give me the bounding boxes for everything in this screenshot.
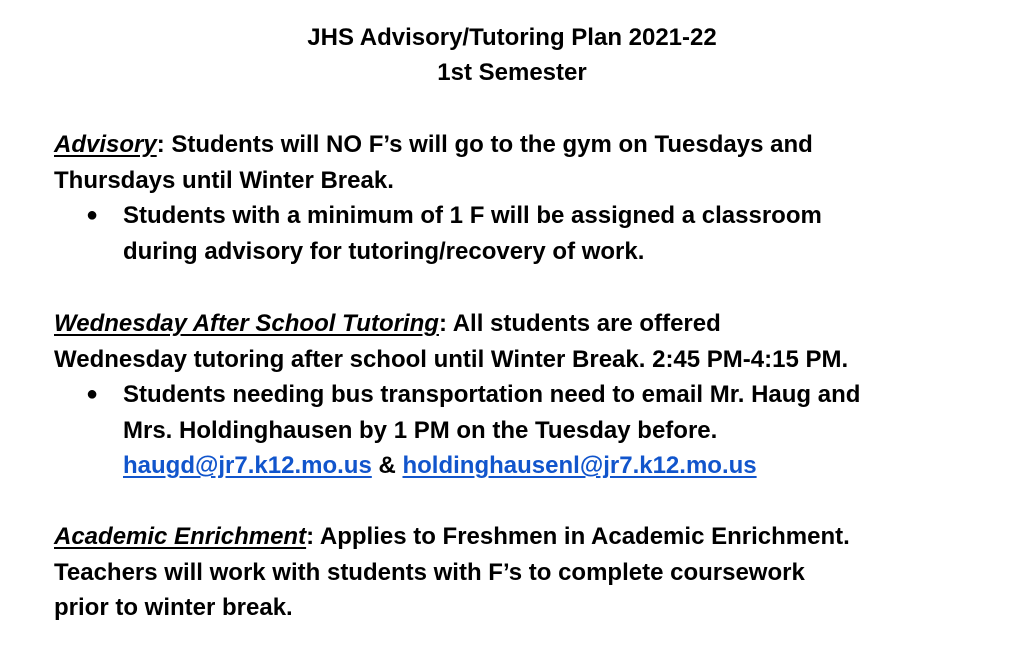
- document-title: JHS Advisory/Tutoring Plan 2021-22: [307, 24, 717, 51]
- bullet-icon: ●: [86, 204, 99, 226]
- enrichment-heading: Academic Enrichment: [54, 523, 307, 550]
- advisory-bullet: [123, 198, 1003, 269]
- advisory-bullet-line-1: Students with a minimum of 1 F will be assigned a classroom: [123, 202, 822, 229]
- advisory-bullet-line-2: during advisory for tutoring/recovery of work.: [123, 237, 645, 265]
- wednesday-text-1: All students are offered: [446, 310, 721, 337]
- bullet-icon: ●: [86, 383, 99, 405]
- advisory-heading: Advisory: [54, 131, 157, 158]
- wednesday-line-2: Wednesday tutoring after school until Winter Break. 2:45 PM-4:15 PM.: [54, 345, 849, 373]
- enrichment-line-2: Teachers will work with students with F’s to complete coursework: [54, 558, 805, 586]
- wednesday-colon: :: [438, 310, 447, 337]
- wednesday-bullet: [123, 377, 1003, 484]
- wednesday-bullet-line-1: Students needing bus transportation need to email Mr. Haug and: [123, 381, 861, 408]
- wednesday-line-1: [54, 306, 974, 342]
- advisory-text-1: Students will NO F’s will go to the gym on Tuesdays and: [164, 131, 813, 158]
- wednesday-paragraph: [54, 306, 974, 377]
- email-links-line: [123, 448, 1003, 484]
- advisory-colon: :: [156, 131, 165, 158]
- enrichment-paragraph: [54, 519, 974, 626]
- wednesday-bullet-line-2: Mrs. Holdinghausen by 1 PM on the Tuesday before.: [123, 416, 718, 444]
- advisory-line-1: [54, 127, 974, 163]
- wednesday-heading: Wednesday After School Tutoring: [54, 310, 439, 337]
- enrichment-text-1: Applies to Freshmen in Academic Enrichment.: [314, 523, 850, 550]
- email-link-holdinghausen[interactable]: holdinghausenl@jr7.k12.mo.us: [402, 452, 757, 479]
- document-subtitle: 1st Semester: [437, 59, 587, 86]
- enrichment-line-1: [54, 519, 974, 555]
- email-separator: &: [371, 452, 403, 479]
- enrichment-line-3: prior to winter break.: [54, 594, 293, 621]
- advisory-line-2: Thursdays until Winter Break.: [54, 166, 394, 194]
- enrichment-colon: :: [306, 523, 315, 550]
- email-link-haug[interactable]: haugd@jr7.k12.mo.us: [123, 452, 372, 479]
- advisory-paragraph: [54, 127, 974, 198]
